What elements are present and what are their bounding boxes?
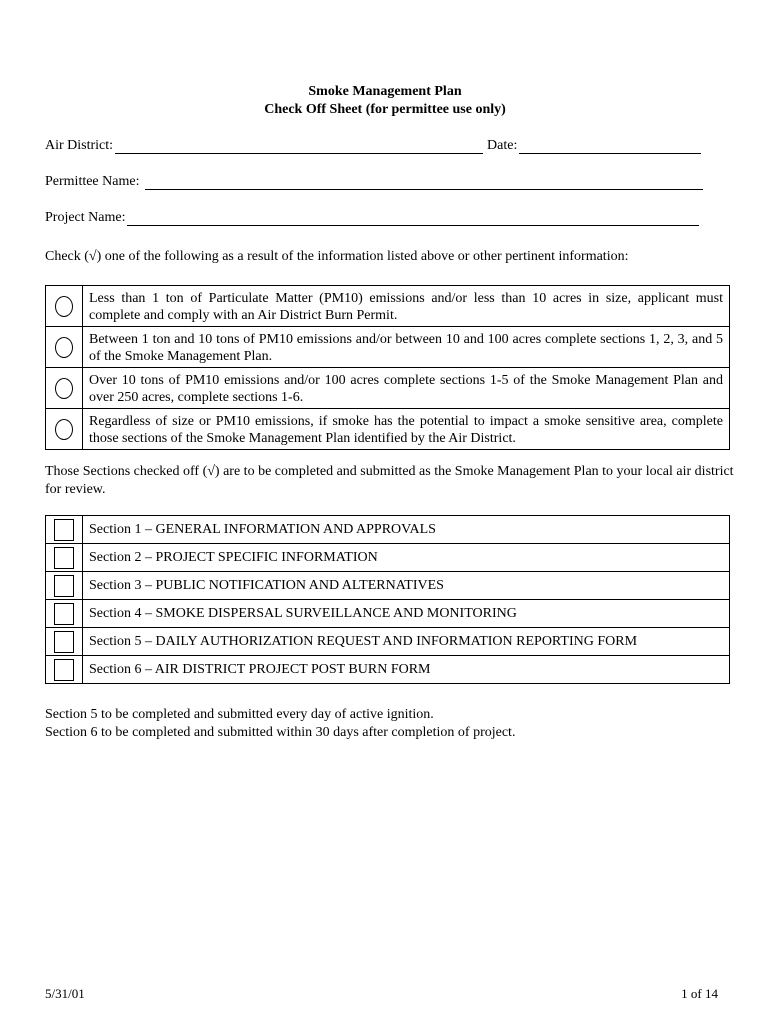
section-mark-cell	[46, 544, 83, 572]
radio-circle-icon[interactable]	[55, 419, 73, 440]
checkbox-square-icon[interactable]	[54, 547, 74, 569]
project-name-label: Project Name:	[45, 210, 126, 225]
check-one-instruction: Check (√) one of the following as a result of the information listed above or other pertinent information:	[45, 249, 629, 264]
checkbox-square-icon[interactable]	[54, 603, 74, 625]
section-mark-cell	[46, 600, 83, 628]
option-mark-cell	[46, 327, 83, 368]
permittee-name-row	[45, 174, 703, 190]
footer-page-number: 1 of 14	[681, 986, 718, 1001]
section-row	[46, 656, 730, 684]
air-district-field[interactable]	[115, 141, 483, 154]
project-name-field[interactable]	[127, 213, 699, 226]
section-label: Section 5 – DAILY AUTHORIZATION REQUEST AND INFORMATION REPORTING FORM	[83, 628, 730, 656]
document-title: Smoke Management Plan	[308, 84, 462, 99]
option-row	[46, 327, 730, 368]
option-mark-cell	[46, 286, 83, 327]
option-row	[46, 286, 730, 327]
note-section-5: Section 5 to be completed and submitted every day of active ignition.	[45, 707, 434, 722]
option-text: Between 1 ton and 10 tons of PM10 emissions and/or between 10 and 100 acres complete sections 1, 2, 3, and 5 of the Smoke Management Plan.	[83, 327, 730, 368]
permittee-name-label: Permittee Name:	[45, 174, 140, 189]
air-district-row	[45, 138, 701, 154]
section-row	[46, 544, 730, 572]
sections-table	[45, 515, 730, 684]
radio-circle-icon[interactable]	[55, 378, 73, 399]
section-mark-cell	[46, 516, 83, 544]
option-mark-cell	[46, 368, 83, 409]
checkbox-square-icon[interactable]	[54, 631, 74, 653]
date-field[interactable]	[519, 141, 701, 154]
section-label: Section 1 – GENERAL INFORMATION AND APPROVALS	[83, 516, 730, 544]
section-row	[46, 516, 730, 544]
option-row	[46, 368, 730, 409]
permittee-name-field[interactable]	[145, 177, 703, 190]
date-label: Date:	[487, 138, 518, 153]
radio-circle-icon[interactable]	[55, 296, 73, 317]
section-mark-cell	[46, 656, 83, 684]
option-text: Regardless of size or PM10 emissions, if smoke has the potential to impact a smoke sensitive area, complete those sections of the Smoke Management Plan identified by the Air District.	[83, 409, 730, 450]
note-section-6: Section 6 to be completed and submitted within 30 days after completion of project.	[45, 725, 516, 740]
footer-date: 5/31/01	[45, 986, 85, 1001]
option-row	[46, 409, 730, 450]
sections-instruction: Those Sections checked off (√) are to be completed and submitted as the Smoke Management Plan to your local air district for review.	[45, 464, 734, 497]
document-subtitle: Check Off Sheet (for permittee use only)	[264, 102, 506, 117]
option-mark-cell	[46, 409, 83, 450]
section-row	[46, 628, 730, 656]
option-text: Less than 1 ton of Particulate Matter (PM10) emissions and/or less than 10 acres in size, applicant must complete and comply with an Air District Burn Permit.	[83, 286, 730, 327]
checkbox-square-icon[interactable]	[54, 575, 74, 597]
project-name-row	[45, 210, 699, 226]
section-label: Section 6 – AIR DISTRICT PROJECT POST BURN FORM	[83, 656, 730, 684]
radio-circle-icon[interactable]	[55, 337, 73, 358]
section-row	[46, 600, 730, 628]
section-label: Section 2 – PROJECT SPECIFIC INFORMATION	[83, 544, 730, 572]
section-mark-cell	[46, 572, 83, 600]
section-row	[46, 572, 730, 600]
air-district-label: Air District:	[45, 138, 114, 153]
option-text: Over 10 tons of PM10 emissions and/or 100 acres complete sections 1-5 of the Smoke Management Plan and over 250 acres, complete sections 1-6.	[83, 368, 730, 409]
checkbox-square-icon[interactable]	[54, 659, 74, 681]
section-label: Section 4 – SMOKE DISPERSAL SURVEILLANCE AND MONITORING	[83, 600, 730, 628]
section-mark-cell	[46, 628, 83, 656]
options-table	[45, 285, 730, 450]
checkbox-square-icon[interactable]	[54, 519, 74, 541]
section-label: Section 3 – PUBLIC NOTIFICATION AND ALTERNATIVES	[83, 572, 730, 600]
